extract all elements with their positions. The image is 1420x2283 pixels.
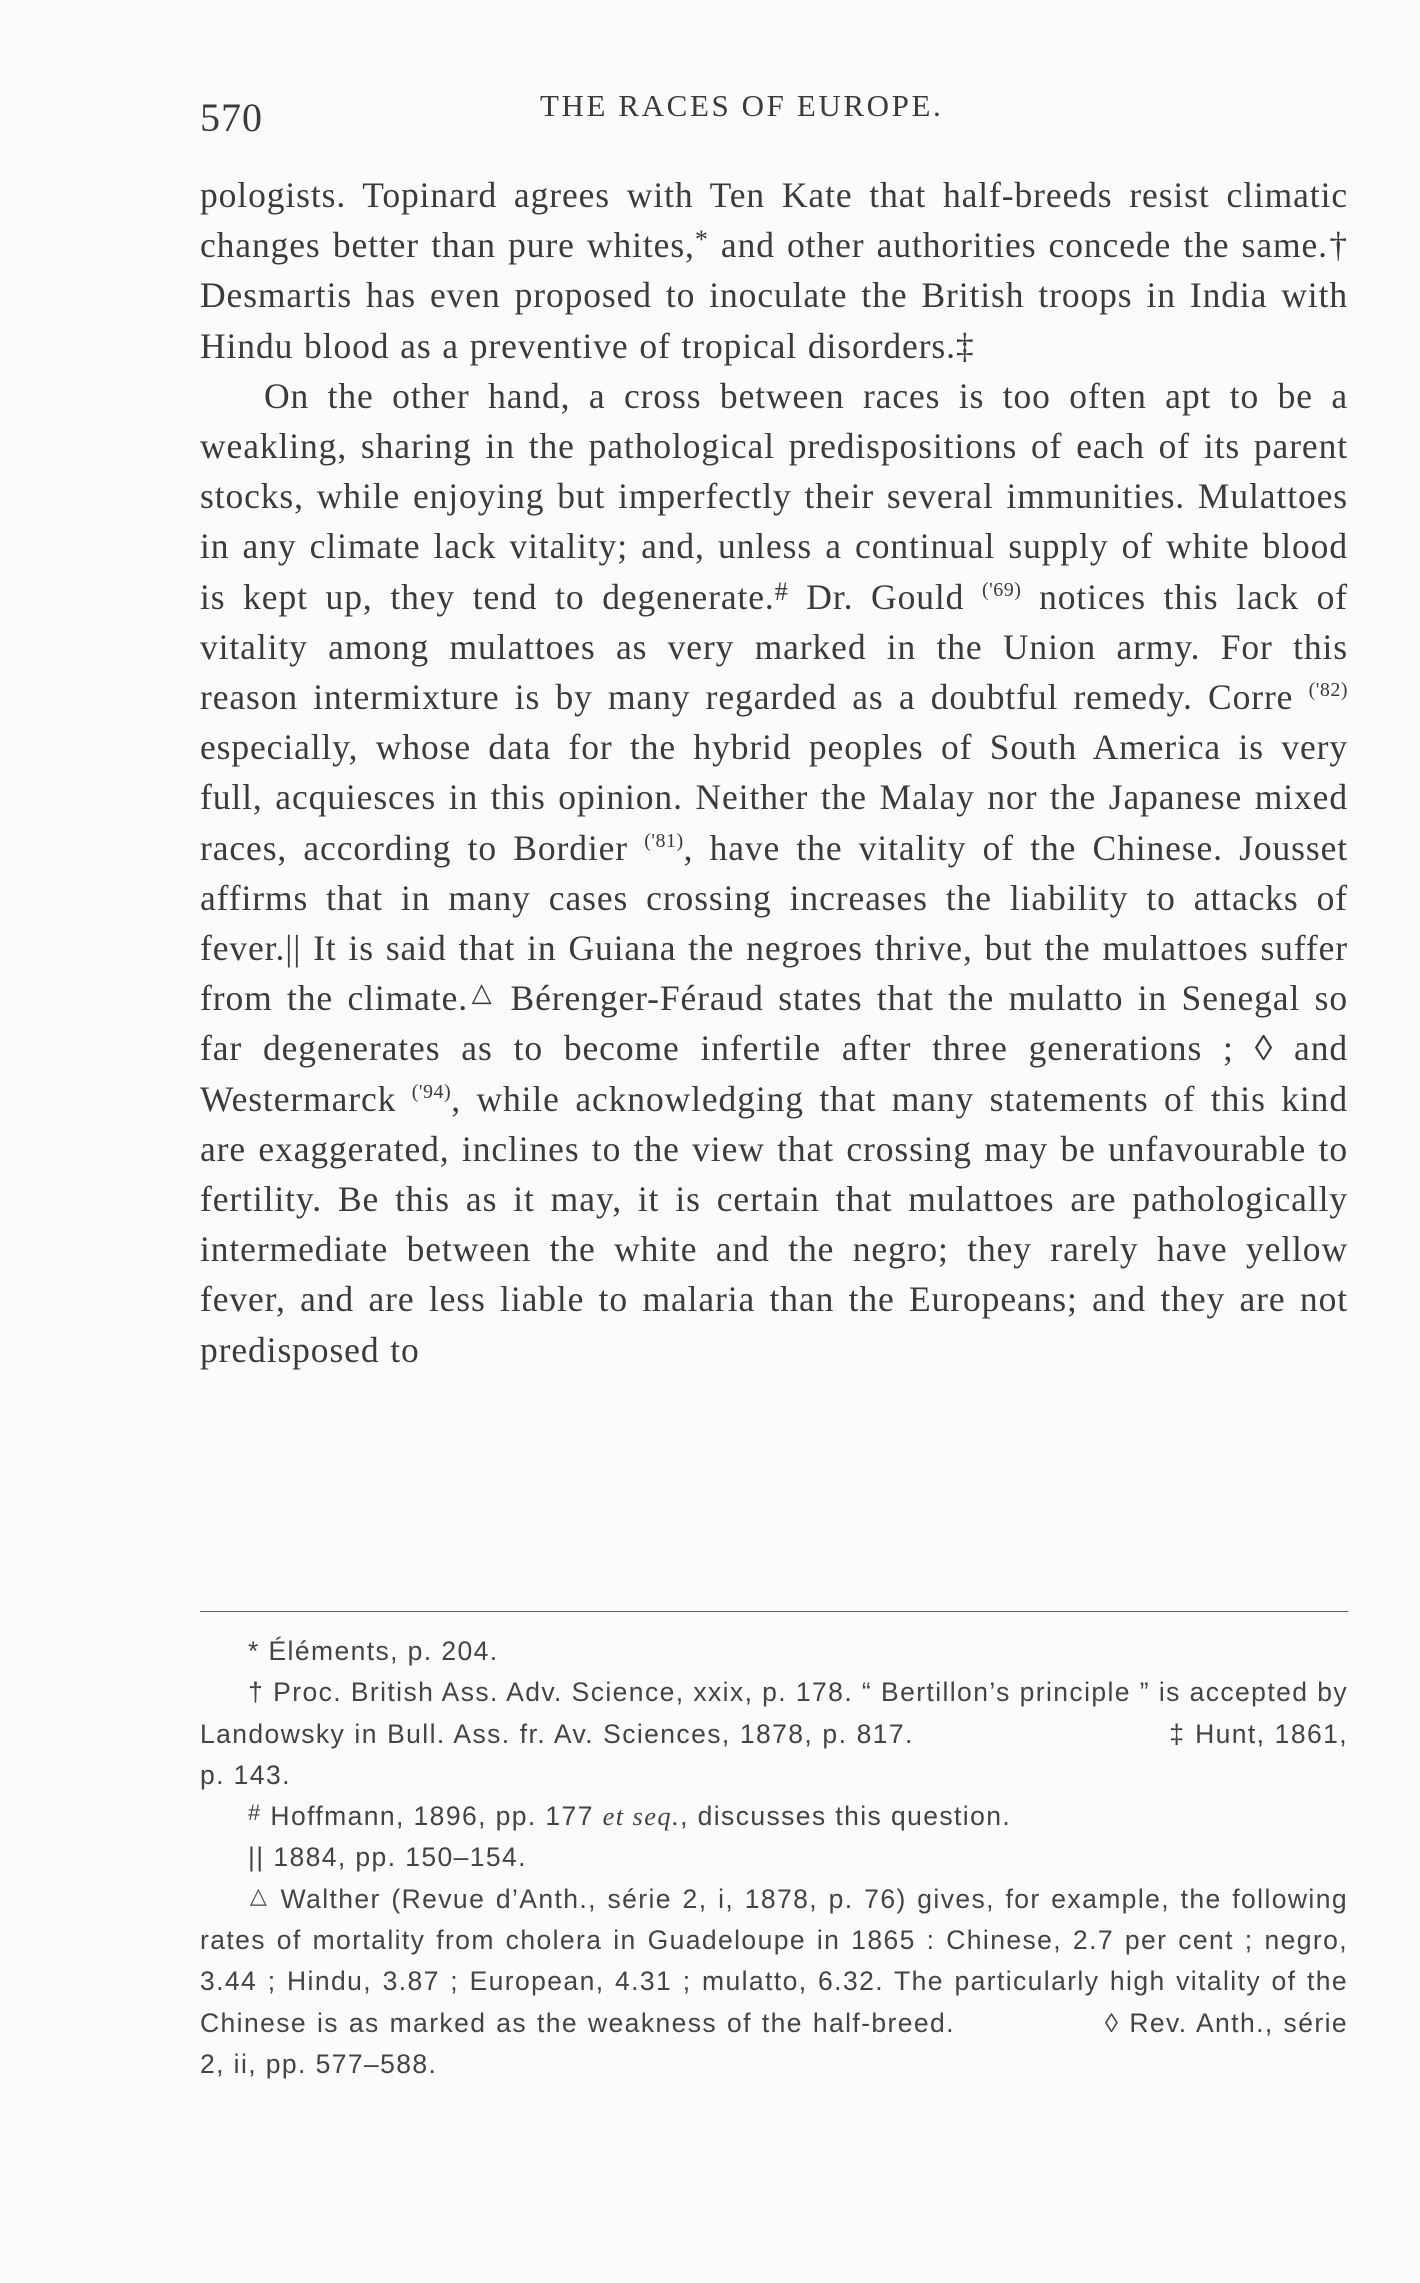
text-run: and Westermarck xyxy=(200,1028,1349,1119)
text-run: Bérenger-Féraud states that the mulatto in Senegal so far degenerates as to become infertile after three generations ; xyxy=(200,978,1348,1069)
citation-year: ('94) xyxy=(411,1080,452,1103)
footnote-4 xyxy=(200,1796,1348,1837)
page-number: 570 xyxy=(200,95,263,140)
body-text xyxy=(200,170,1348,1375)
running-title: THE RACES OF EUROPE. xyxy=(540,88,944,123)
footnote-text: Rev. Anth., série 2, ii, pp. 577–588. xyxy=(200,2007,1348,2079)
footnote-text: Hunt, 1861, p. 143. xyxy=(200,1718,1348,1790)
footnotes xyxy=(200,1631,1348,2085)
paragraph-1 xyxy=(200,170,1348,371)
footnote-reference: # xyxy=(774,576,789,606)
footnote-reference: † xyxy=(1327,225,1348,266)
footnote-divider xyxy=(200,1611,1348,1612)
citation-year: ('82) xyxy=(1308,679,1348,702)
footnote-text: Éléments, p. 204. xyxy=(259,1636,499,1666)
running-head xyxy=(200,88,1345,138)
footnote-6-and-7 xyxy=(200,1879,1348,2085)
text-run: especially, whose data for the hybrid peoples of South America is very full, acquiesces in this opinion. Neither the Malay nor the Japanese mixed races, according to Bordier xyxy=(200,727,1348,868)
footnote-text: Walther (Revue d’Anth., série 2, i, 1878, p. 76) gives, for example, the following rates of mortality from cholera in Guadeloupe in 1865 : Chinese, 2.7 per cent ; negro, 3.44 ; Hindu, 3.87 ; European, 4.31 ; mulatto, 6.32. The particularly high vitality of the Chinese is as marked as the weakness of the half-breed. xyxy=(200,1883,1348,2038)
text-run: notices this lack of vitality among mulattoes as very marked in the Union army. For this reason intermixture is by many regarded as a doubtful remedy. Corre xyxy=(200,576,1348,718)
footnote-text: 1884, pp. 150–154. xyxy=(264,1842,527,1873)
footnote-marker: # xyxy=(248,1800,262,1826)
footnote-5 xyxy=(200,1837,1348,1878)
footnote-1 xyxy=(200,1631,1348,1672)
text-run: Dr. Gould xyxy=(788,576,982,617)
text-run: On the other hand, a cross between races is too often apt to be a weakling, sharing in the pathological predispositions of each of its parent stocks, while enjoying but imperfectly their several immunities. Mulattoes in any climate lack vitality; and, unless a continual supply of white blood is kept up, they tend to degenerate. xyxy=(200,375,1348,617)
footnote-reference: * xyxy=(694,225,709,255)
footnote-marker: || xyxy=(248,1842,265,1873)
footnote-text: Proc. British Ass. Adv. Science, xxix, p. 178. “ Bertillon’s principle ” is accepted by Landowsky in Bull. Ass. fr. Av. Sciences, 1878, p. 817. xyxy=(200,1677,1348,1749)
text-run: Desmartis has even proposed to inoculate the British troops in India with Hindu blood as a preventive of tropical disorders. xyxy=(200,275,1348,366)
text-run: , have the vitality of the Chinese. Jousset affirms that in many cases crossing increases the liability to attacks of fever. xyxy=(200,827,1348,969)
footnote-marker: † xyxy=(248,1677,265,1708)
footnote-marker: ◊ xyxy=(1104,2007,1120,2038)
text-run: , while acknowledging that many statements of this kind are exaggerated, inclines to the view that crossing may be unfavourable to fertility. Be this as it may, it is certain that mulattoes are pathologically intermediate between the white and the negro; they rarely have yellow fever, and are less liable to malaria than the Europeans; and they are not predisposed to xyxy=(200,1078,1348,1370)
footnote-text: , discusses this question. xyxy=(680,1801,1012,1832)
footnote-reference: ◊ xyxy=(1254,1028,1274,1069)
citation-year: ('69) xyxy=(981,578,1022,601)
citation-year: ('81) xyxy=(644,829,684,852)
footnote-reference: || xyxy=(285,928,302,969)
text-run: and other authorities concede the same. xyxy=(708,225,1328,266)
footnote-text: Hoffmann, 1896, pp. 177 xyxy=(261,1801,603,1832)
text-run: It is said that in Guiana the negroes thrive, but the mulattoes suffer from the climate. xyxy=(200,928,1348,1019)
footnote-reference: ‡ xyxy=(955,325,975,366)
paragraph-2 xyxy=(200,371,1348,1375)
footnote-marker: △ xyxy=(248,1882,271,1908)
footnote-italic: et seq. xyxy=(602,1801,681,1832)
footnote-2-and-3 xyxy=(200,1672,1348,1796)
text-run: pologists. Topinard agrees with Ten Kate that half-breeds resist climatic changes better than pure whites, xyxy=(200,175,1348,266)
footnote-marker: * xyxy=(248,1636,260,1666)
footnote-reference: △ xyxy=(468,978,497,1008)
footnote-marker: ‡ xyxy=(1168,1718,1186,1749)
